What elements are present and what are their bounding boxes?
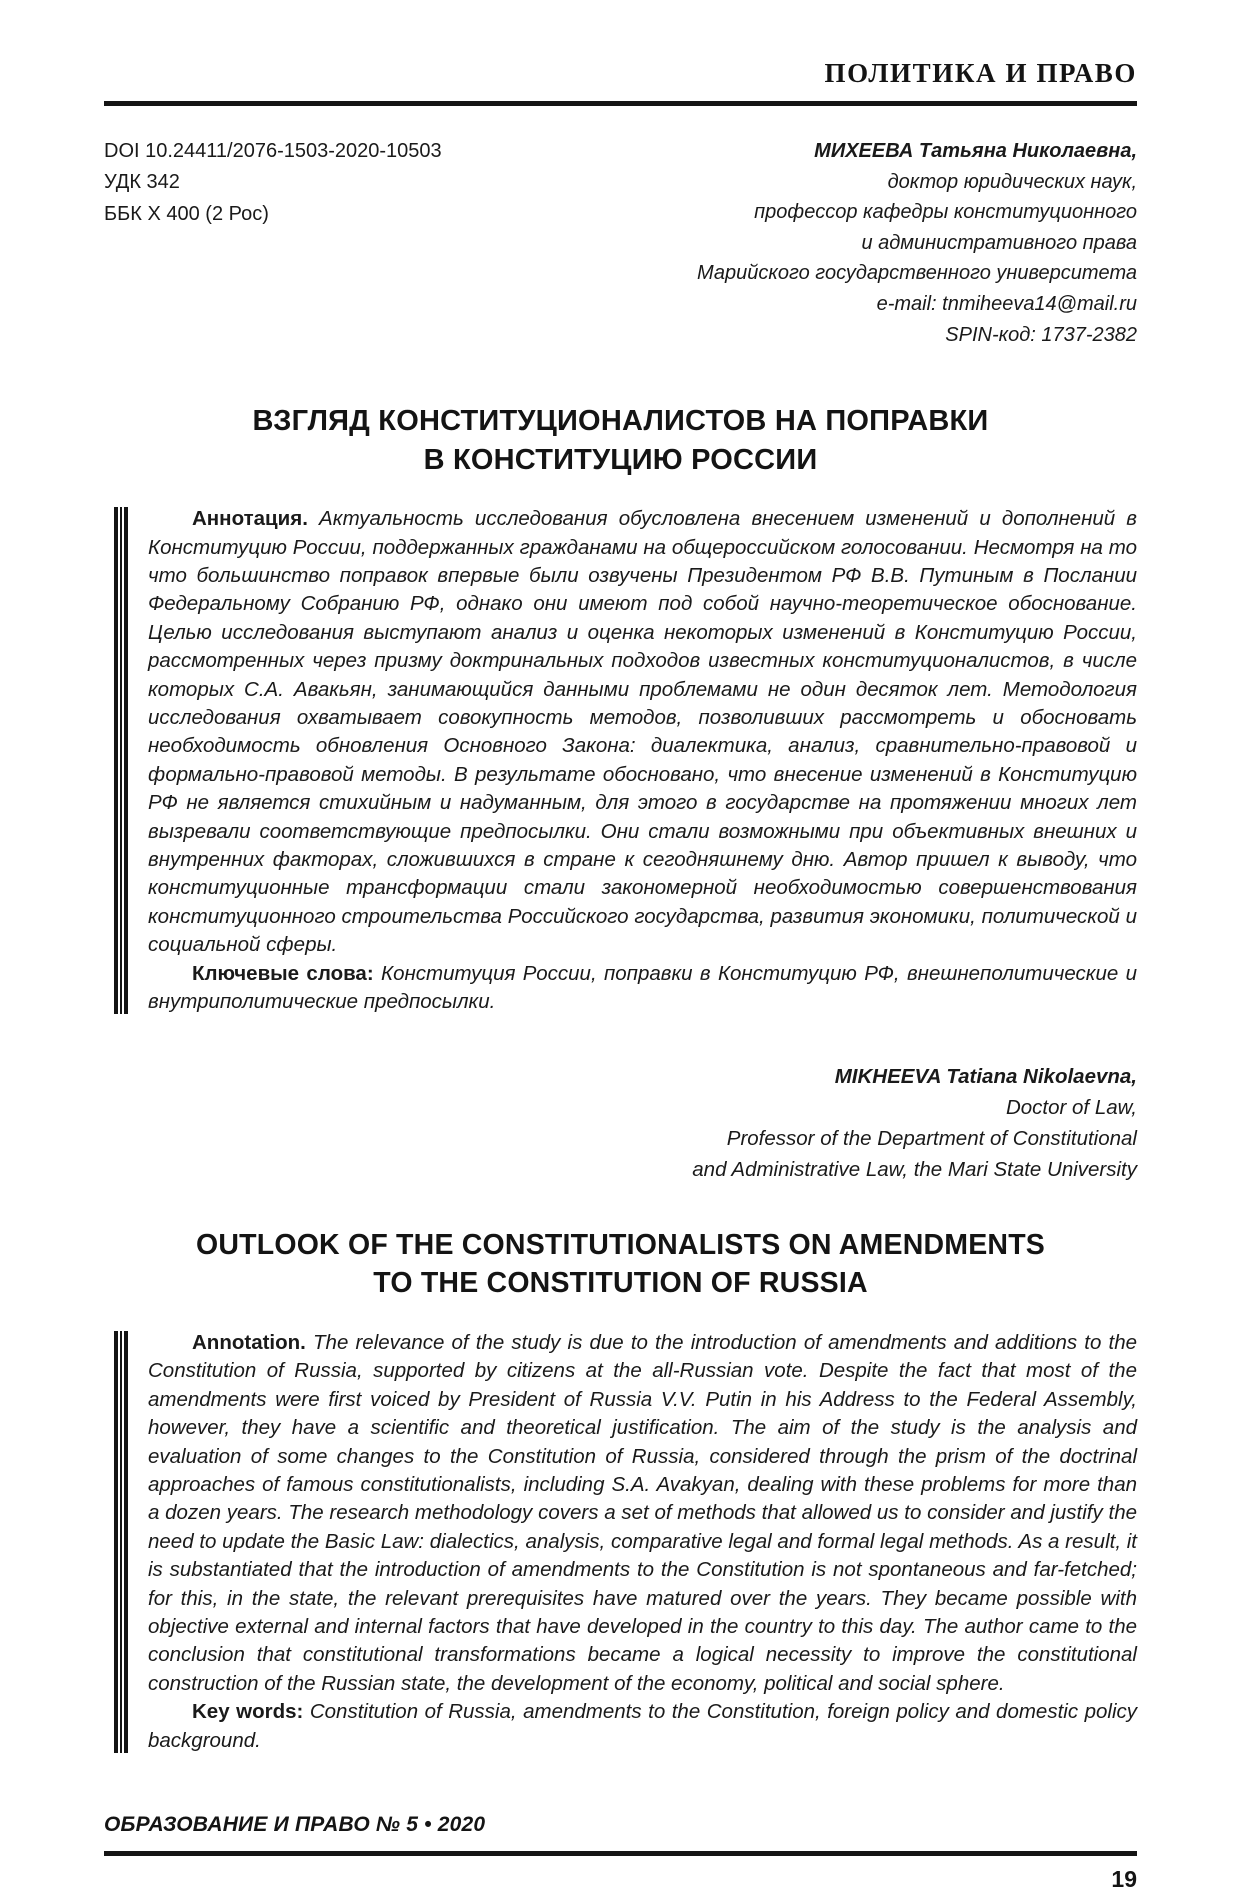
identifier-block — [104, 136, 442, 230]
abstract-ru-paragraph — [148, 505, 1137, 959]
keywords-en-body: Constitution of Russia, amendments to the Constitution, foreign policy and domestic policy background. — [148, 1700, 1138, 1752]
keywords-en-label: Key words: — [192, 1700, 304, 1724]
keywords-ru-label: Ключевые слова: — [192, 961, 374, 985]
author-affiliation-ru-1: доктор юридических наук, — [887, 170, 1137, 193]
author-affiliation-ru-4: Марийского государственного университета — [697, 262, 1137, 285]
header-row — [104, 136, 1137, 350]
running-head: ПОЛИТИКА И ПРАВО — [824, 58, 1137, 88]
author-name-en: MIKHEEVA Tatiana Nikolaevna, — [834, 1065, 1137, 1089]
article-title-en — [104, 1227, 1137, 1303]
author-degree-en: Doctor of Law, — [1005, 1096, 1137, 1120]
page-number: 19 — [1111, 1865, 1137, 1892]
article-title-ru-line1: ВЗГЛЯД КОНСТИТУЦИОНАЛИСТОВ НА ПОПРАВКИ — [252, 405, 989, 438]
author-block-ru — [697, 136, 1137, 350]
doi-text: DOI 10.24411/2076-1503-2020-10503 — [104, 140, 442, 162]
abstract-en — [104, 1329, 1137, 1755]
footer-journal-title: ОБРАЗОВАНИЕ И ПРАВО № 5 • 2020 — [104, 1812, 486, 1836]
abstract-rule-en — [114, 1331, 128, 1753]
udk-text: УДК 342 — [104, 171, 180, 194]
author-name-ru: МИХЕЕВА Татьяна Николаевна, — [814, 140, 1137, 162]
abstract-en-body: The relevance of the study is due to the introduction of amendments and additions to the Constitution of Russia, supported by citizens at the all-Russian vote. Despite the fact that most of the amendments were first voiced by President of Russia V.V. Putin in his Address to the Federal Assembly, however, they have a scientific and theoretical justification. The aim of the study is the analysis and evaluation of some changes to the Constitution of Russia, considered through the prism of the doctrinal approaches of famous constitutionalists, including S.A. Avakyan, dealing with these problems for more than a dozen years. The research methodology covers a set of methods that allowed us to consider and justify the need to update the Basic Law: dialectics, analysis, comparative legal and formal legal methods. As a result, it is substantiated that the introduction of amendments to the Constitution is not spontaneous and far-fetched; for this, in the state, the relevant prerequisites have matured over the years. They became possible with objective external and internal factors that have developed in the country to this day. The author came to the conclusion that constitutional transformations became a logical necessity to improve the constitutional construction of the Russian state, the development of the economy, political and social sphere. — [148, 1331, 1137, 1695]
page-content — [104, 0, 1137, 1893]
author-affiliation-en-1: Professor of the Department of Constitutional — [726, 1126, 1137, 1150]
abstract-rule-ru — [114, 507, 128, 1014]
article-title-en-line2: TO THE CONSTITUTION OF RUSSIA — [373, 1267, 868, 1300]
footer-rule — [104, 1851, 1137, 1856]
author-block-en — [577, 1062, 1137, 1185]
bbk-text: ББК Х 400 (2 Рос) — [104, 202, 269, 225]
abstract-en-label: Annotation. — [192, 1331, 306, 1355]
abstract-ru-body: Актуальность исследования обусловлена внесением изменений и дополнений в Конституцию России, поддержанных гражданами на общероссийском голосовании. Несмотря на то что большинство поправок впервые были озвучены Президентом РФ В.В. Путиным в Послании Федеральному Собранию РФ, однако они имеют под собой научно-теоретическое обоснование. Целью исследования выступают анализ и оценка некоторых изменений в Конституцию России, рассмотренных через призму доктринальных подходов известных конституционалистов, в числе которых С.А. Авакьян, занимающийся данными проблемами не один десяток лет. Методология исследования охватывает совокупность методов, позволивших рассмотреть и обосновать необходимость обновления Основного Закона: диалектика, анализ, сравнительно-правовой и формально-правовой методы. В результате обосновано, что внесение изменений в Конституцию РФ не является стихийным и надуманным, для этого в государстве на протяжении многих лет вызревали соответствующие предпосылки. Они стали возможными при объективных внешних и внутренних факторах, сложившихся в стране к сегодняшнему дню. Автор пришел к выводу, что конституционные трансформации стали закономерной необходимостью совершенствования конституционного строительства Российского государства, развития экономики, политической и социальной сферы. — [148, 507, 1137, 957]
abstract-ru — [104, 505, 1137, 1016]
author-spin-code-ru: SPIN-код: 1737-2382 — [945, 323, 1137, 346]
keywords-ru-body: Конституция России, поправки в Конституцию РФ, внешнеполитические и внутриполитические предпосылки. — [148, 961, 1137, 1013]
author-affiliation-ru-3: и административного права — [861, 231, 1137, 254]
author-affiliation-en-2: and Administrative Law, the Mari State University — [692, 1157, 1137, 1181]
abstract-ru-label: Аннотация. — [192, 507, 308, 531]
article-title-en-line1: OUTLOOK OF THE CONSTITUTIONALISTS ON AMENDMENTS — [195, 1229, 1046, 1262]
article-title-ru — [104, 402, 1137, 479]
keywords-ru-paragraph — [148, 960, 1137, 1017]
author-email-ru[interactable]: e-mail: tnmiheeva14@mail.ru — [876, 292, 1137, 315]
keywords-en-paragraph — [148, 1698, 1137, 1755]
article-title-ru-line2: В КОНСТИТУЦИЮ РОССИИ — [423, 443, 818, 476]
header-rule — [104, 101, 1137, 106]
abstract-en-paragraph — [148, 1329, 1137, 1698]
author-affiliation-ru-2: профессор кафедры конституционного — [754, 201, 1137, 224]
